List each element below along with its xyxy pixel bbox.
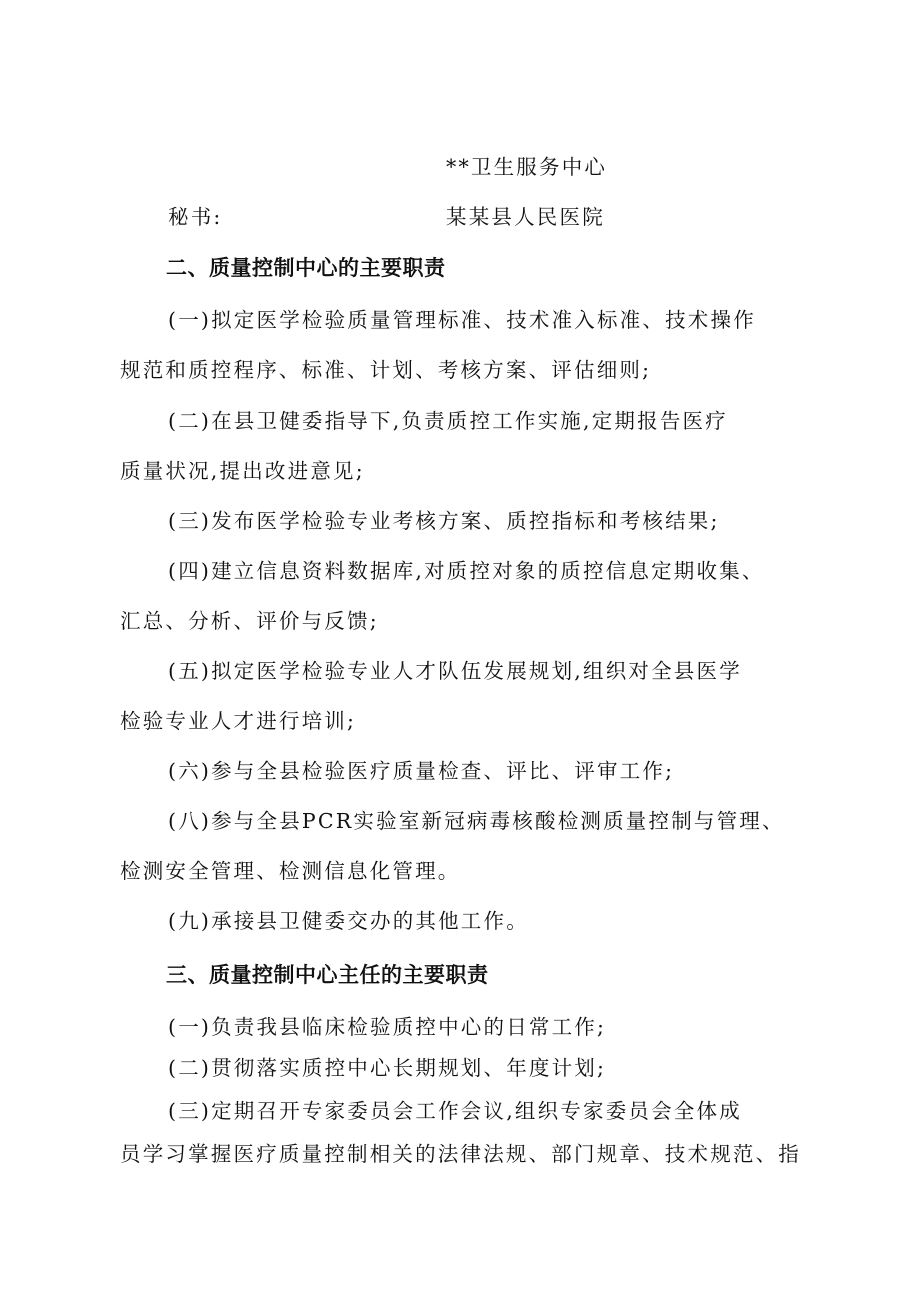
s2-item-6-line-1: (六)参与全县检验医疗质量检查、评比、评审工作; (168, 759, 675, 783)
section-3-title: 三、质量控制中心主任的主要职责 (166, 963, 489, 987)
s2-item-4-line-2: 汇总、分析、评价与反馈; (120, 609, 379, 633)
section-2-title: 二、质量控制中心的主要职责 (166, 256, 446, 280)
s2-item-2-line-2: 质量状况,提出改进意见; (120, 459, 365, 483)
s2-item-4-line-1: (四)建立信息资料数据库,对质控对象的质控信息定期收集、 (168, 559, 765, 583)
secretary-value: 某某县人民医院 (446, 205, 605, 229)
secretary-label: 秘书: (168, 205, 223, 229)
s3-item-1-line-1: (一)负责我县临床检验质控中心的日常工作; (168, 1015, 607, 1039)
s2-item-3-line-1: (三)发布医学检验专业考核方案、质控指标和考核结果; (168, 509, 720, 533)
s2-item-7-line-2: 检测安全管理、检测信息化管理。 (120, 859, 461, 883)
s2-item-2-line-1: (二)在县卫健委指导下,负责质控工作实施,定期报告医疗 (168, 409, 728, 433)
s2-item-5-line-2: 检验专业人才进行培训; (120, 709, 357, 733)
s3-item-3-line-1: (三)定期召开专家委员会工作会议,组织专家委员会全体成 (168, 1099, 742, 1123)
s3-item-2-line-1: (二)贯彻落实质控中心长期规划、年度计划; (168, 1056, 607, 1080)
s2-item-7-line-1: (八)参与全县PCR实验室新冠病毒核酸检测质量控制与管理、 (168, 809, 785, 833)
s2-item-8-line-1: (九)承接县卫健委交办的其他工作。 (168, 909, 529, 933)
s2-item-1-line-1: (一)拟定医学检验质量管理标准、技术准入标准、技术操作 (168, 308, 756, 332)
s2-item-5-line-1: (五)拟定医学检验专业人才队伍发展规划,组织对全县医学 (168, 659, 742, 683)
s2-item-1-line-2: 规范和质控程序、标准、计划、考核方案、评估细则; (120, 358, 652, 382)
org-line: **卫生服务中心 (446, 155, 608, 179)
s3-item-3-line-2: 员学习掌握医疗质量控制相关的法律法规、部门规章、技术规范、指 (120, 1142, 801, 1166)
